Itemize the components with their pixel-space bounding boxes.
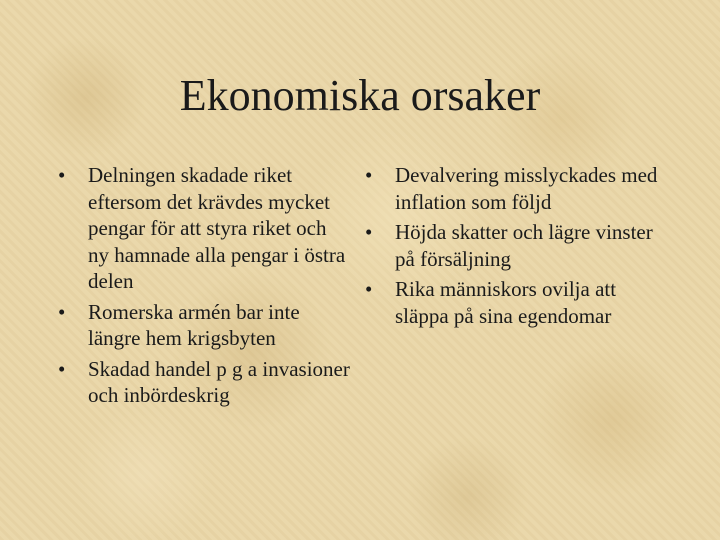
- bullet-text: Delningen skadade riket eftersom det krävdes mycket pengar för att styra riket och ny hamnade alla pengar i östra delen: [88, 163, 346, 293]
- bullet-icon: •: [58, 299, 66, 324]
- left-bullet-list: [58, 162, 350, 413]
- list-item: [58, 356, 350, 409]
- right-bullet-list: [365, 162, 665, 333]
- bullet-text: Höjda skatter och lägre vinster på försäljning: [395, 220, 653, 271]
- bullet-icon: •: [58, 163, 66, 187]
- list-item: [365, 162, 665, 215]
- bullet-text: Romerska armén bar inte längre hem krigsbyten: [88, 299, 300, 350]
- bullet-icon: •: [365, 277, 373, 301]
- list-item: [365, 276, 665, 329]
- bullet-icon: •: [365, 163, 373, 187]
- bullet-text: Devalvering misslyckades med inflation som följd: [395, 163, 658, 214]
- bullet-text: Skadad handel p g a invasioner och inbördeskrig: [88, 356, 350, 407]
- bullet-icon: •: [58, 356, 66, 381]
- list-item: [58, 299, 350, 352]
- bullet-icon: •: [365, 220, 373, 244]
- bullet-text: Rika människors ovilja att släppa på sina egendomar: [395, 277, 617, 328]
- list-item: [365, 219, 665, 272]
- list-item: [58, 162, 350, 295]
- slide-title: Ekonomiska orsaker: [179, 71, 541, 120]
